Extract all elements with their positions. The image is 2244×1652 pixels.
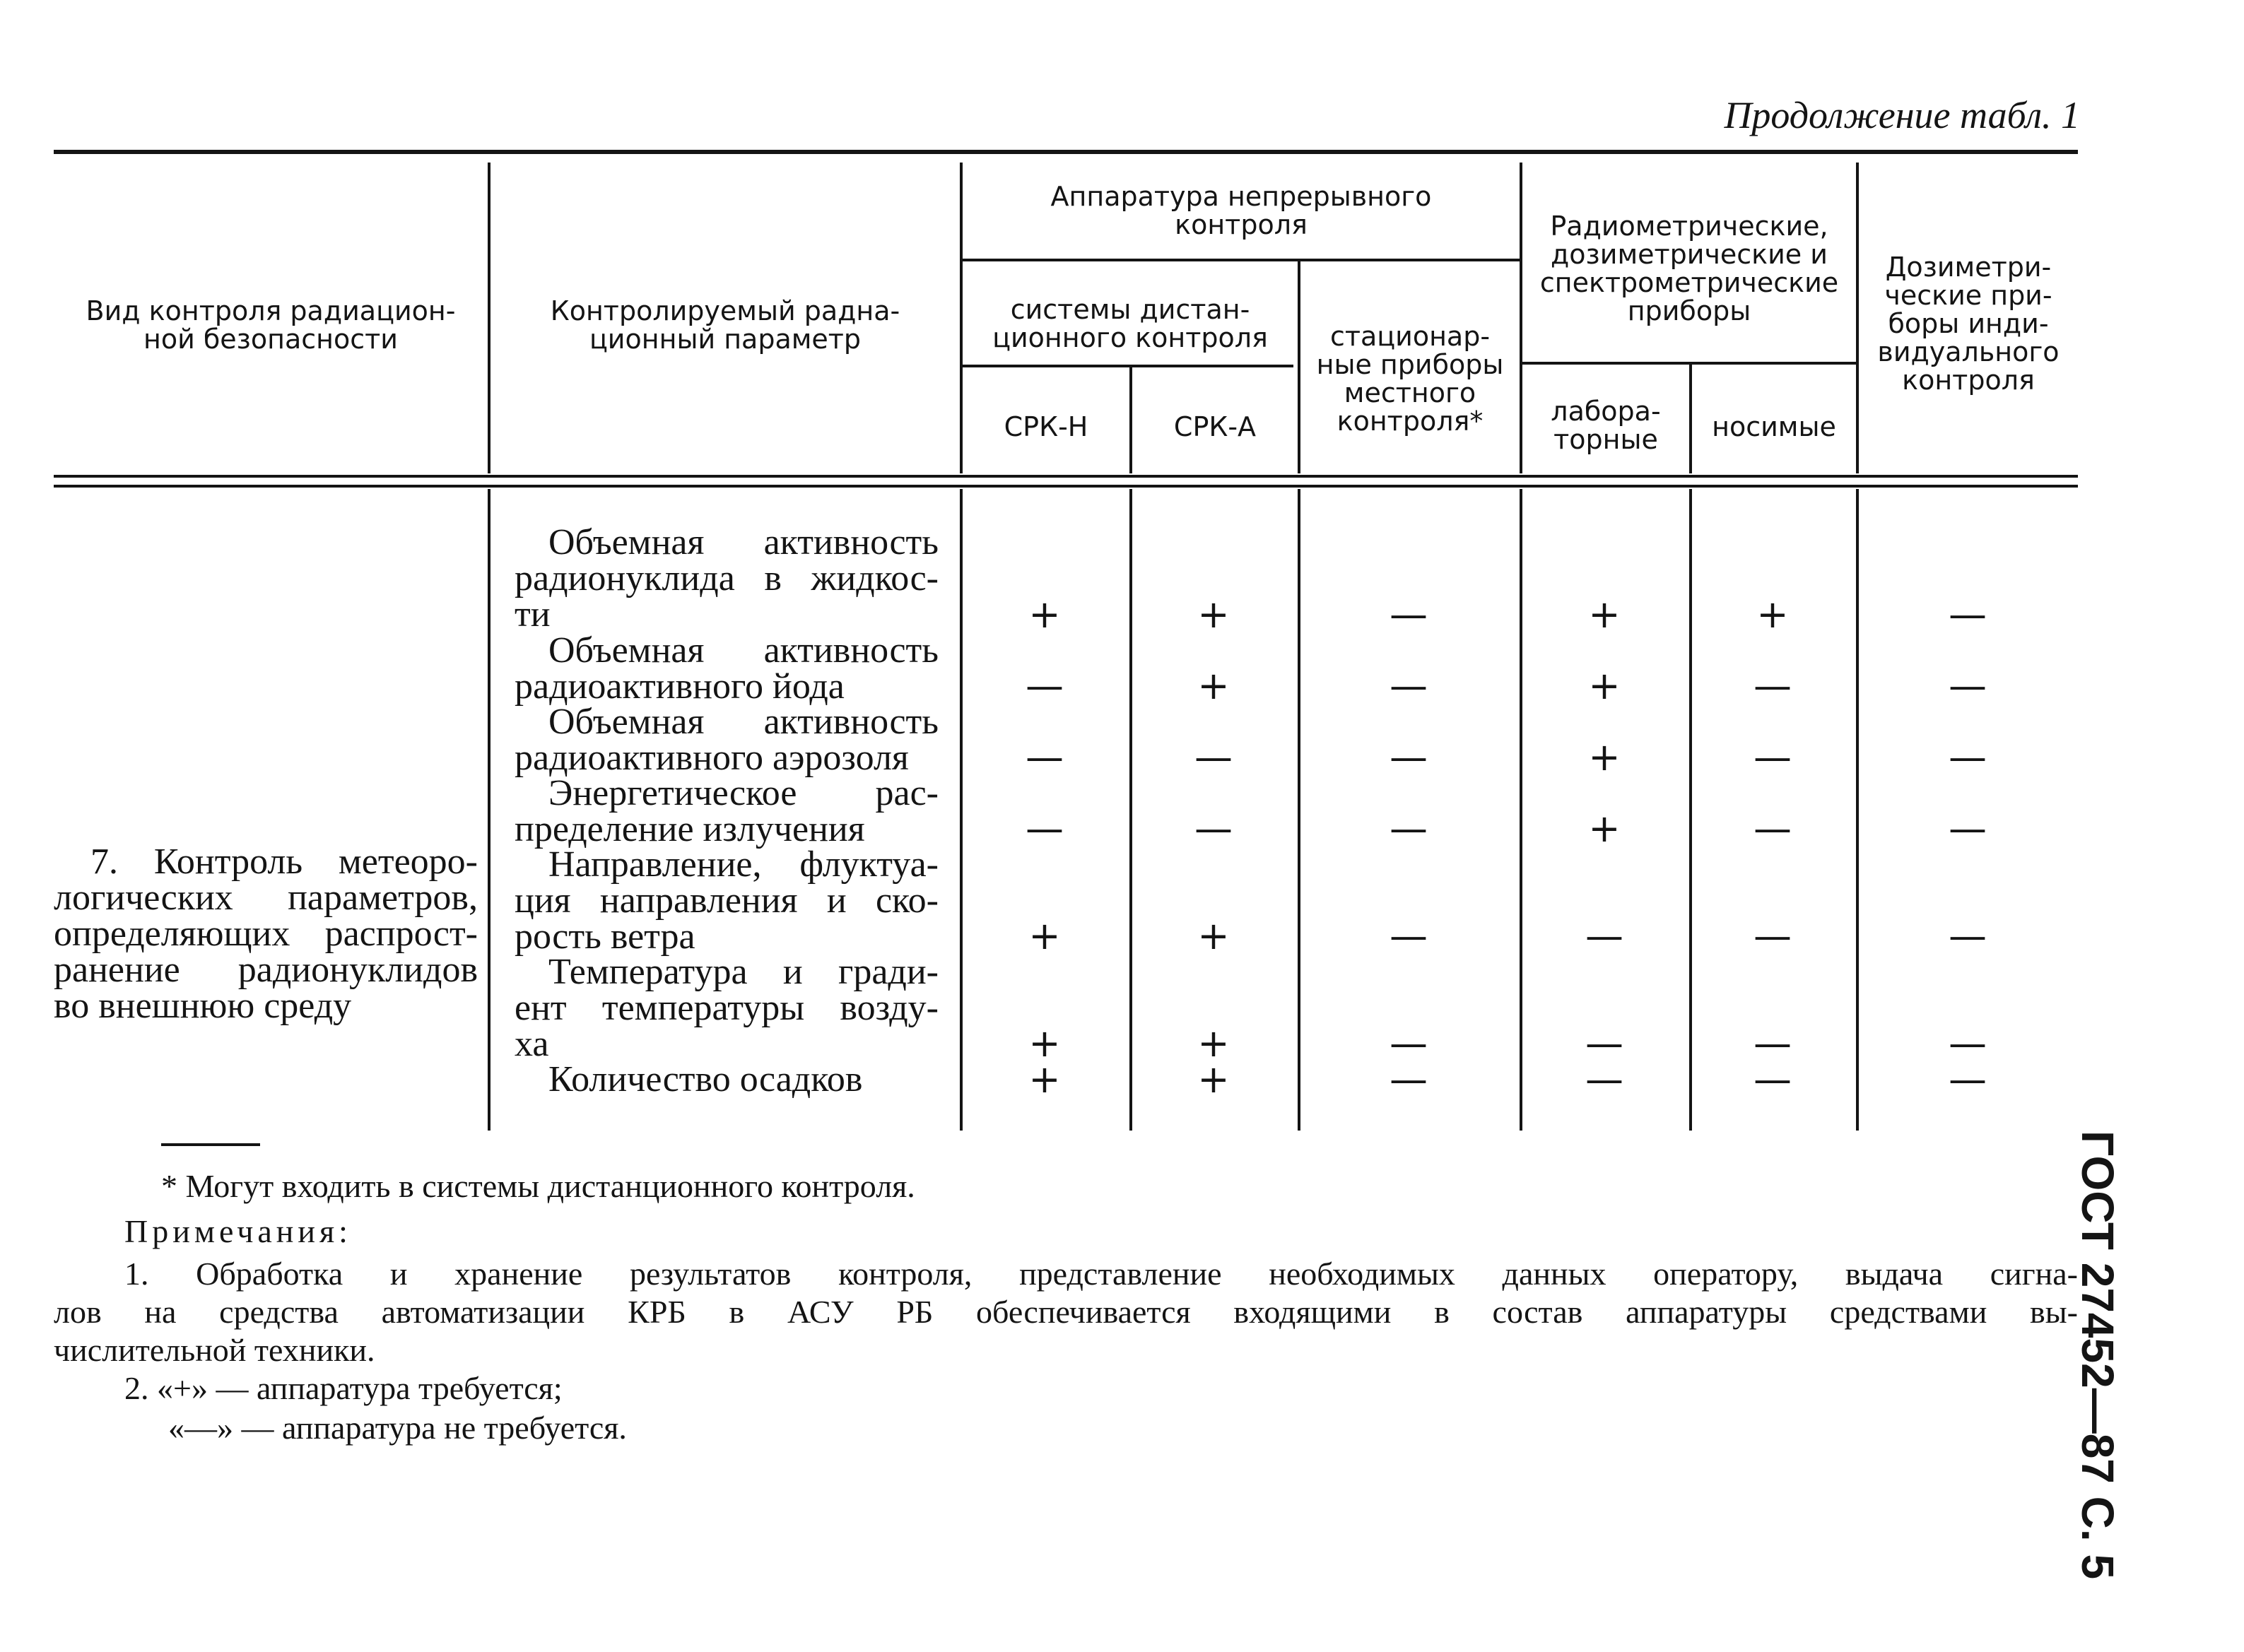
mark-cell: + [1588, 663, 1621, 708]
mark-cell: — [1194, 806, 1233, 851]
row-label-line: определяющих распрост- [54, 914, 478, 954]
header-srk-n: СРК-Н [1004, 411, 1088, 442]
row-label-line: 7. Контроль метеоро- [90, 842, 478, 882]
row-label-line: логических параметров, [54, 878, 478, 918]
column-divider [1520, 489, 1522, 1131]
column-divider [1298, 489, 1300, 1131]
mark-cell: + [1588, 806, 1621, 851]
param-line: Направление, флуктуа- [548, 844, 939, 885]
param-energy-distribution [515, 775, 939, 847]
mark-cell: — [1390, 592, 1428, 637]
header-remote-systems: системы дистан- ционного контроля [992, 294, 1268, 353]
header-stationary-instruments: стационар- ные приборы местного контроля* [1316, 321, 1504, 437]
param-line: Объемная активность [548, 630, 939, 671]
param-volumetric-activity-iodine [515, 630, 939, 707]
note-line: лов на средства автоматизации КРБ в АСУ РБ обеспечивается входящими в состав аппаратуры средствами вы- [54, 1294, 2078, 1330]
mark-cell: — [1949, 1021, 1987, 1066]
note-3: «—» — аппаратура не требуется. [168, 1410, 627, 1446]
header-radiometric-instruments: Радиометрические, дозиметрические и спектрометрические приборы [1539, 211, 1839, 326]
column-divider [960, 489, 963, 1131]
continuous-group-rule [961, 259, 1521, 261]
mark-cell: — [1585, 1021, 1623, 1066]
param-line: ент температуры возду- [515, 988, 939, 1028]
header-control-type: Вид контроля радиацион- ной безопасности [86, 295, 456, 355]
header-dosimetric-instruments: Дозиметри- ческие при- боры инди- видуального контроля [1877, 252, 2060, 396]
param-line: рость ветра [515, 916, 695, 957]
param-line: радиоактивного аэрозоля [515, 738, 909, 778]
param-line: пределение излучения [515, 809, 865, 849]
mark-cell: + [1028, 1057, 1061, 1102]
mark-cell: — [1585, 914, 1623, 958]
mark-cell: — [1390, 663, 1428, 708]
mark-cell: — [1949, 735, 1987, 779]
header-continuous-equipment: Аппаратура непрерывного контроля [1050, 181, 1432, 240]
mark-cell: + [1197, 1057, 1230, 1102]
notes-title: Примечания: [124, 1213, 352, 1249]
param-line: Объемная активность [548, 522, 939, 562]
param-line: радиоактивного йода [515, 666, 845, 707]
mark-cell: — [1949, 663, 1987, 708]
mark-cell: + [1588, 735, 1621, 779]
row-label-line: ранение радионуклидов [54, 950, 478, 990]
column-divider [488, 489, 490, 1131]
param-line: Температура и гради- [548, 952, 939, 992]
mark-cell: — [1754, 1057, 1792, 1102]
header-separator-rule [54, 475, 2078, 478]
mark-cell: — [1949, 592, 1987, 637]
mark-cell: + [1197, 592, 1230, 637]
mark-cell: — [1949, 1057, 1987, 1102]
note-1 [54, 1255, 2078, 1369]
mark-cell: + [1028, 1021, 1061, 1066]
mark-cell: — [1754, 806, 1792, 851]
mark-cell: + [1197, 663, 1230, 708]
mark-cell: + [1028, 914, 1061, 958]
mark-cell: — [1390, 914, 1428, 958]
column-divider [1129, 489, 1132, 1131]
radiometric-group-rule [1521, 362, 1856, 365]
footnote: * Могут входить в системы дистанционного контроля. [161, 1168, 915, 1204]
column-divider [1856, 489, 1859, 1131]
param-wind-direction [515, 846, 939, 955]
param-precipitation [515, 1061, 939, 1097]
footnote-rule [161, 1143, 260, 1146]
mark-cell: + [1756, 592, 1789, 637]
page-header-standard-number: ГОСТ 27452—87 С. 5 [2072, 1131, 2123, 1580]
mark-cell: — [1390, 806, 1428, 851]
param-line: радионуклида в жидкос- [515, 558, 939, 598]
note-line: 1. Обработка и хранение результатов контроля, представление необходимых данных оператору, выдача сигна- [124, 1256, 2078, 1292]
param-line: ха [515, 1024, 549, 1064]
row-control-type [54, 844, 478, 1024]
mark-cell: — [1390, 1057, 1428, 1102]
table-continuation-caption: Продолжение табл. 1 [1724, 94, 2080, 136]
mark-cell: — [1026, 806, 1064, 851]
table-top-rule [54, 150, 2078, 154]
param-line: ция направления и ско- [515, 880, 939, 921]
mark-cell: — [1194, 735, 1233, 779]
mark-cell: — [1026, 663, 1064, 708]
param-volumetric-activity-aerosol [515, 704, 939, 776]
mark-cell: + [1197, 914, 1230, 958]
mark-cell: + [1197, 1021, 1230, 1066]
header-srk-a: СРК-А [1173, 411, 1257, 442]
remote-subgroup-rule [961, 365, 1293, 367]
mark-cell: — [1754, 663, 1792, 708]
param-line: Количество осадков [548, 1059, 863, 1099]
mark-cell: — [1585, 1057, 1623, 1102]
mark-cell: — [1754, 914, 1792, 958]
note-2: 2. «+» — аппаратура требуется; [124, 1370, 563, 1406]
header-laboratory: лабора- торные [1551, 396, 1661, 455]
mark-cell: — [1949, 806, 1987, 851]
column-divider [1689, 489, 1692, 1131]
mark-cell: — [1390, 1021, 1428, 1066]
mark-cell: — [1390, 735, 1428, 779]
mark-cell: — [1754, 1021, 1792, 1066]
mark-cell: — [1026, 735, 1064, 779]
note-line: числительной техники. [54, 1332, 375, 1368]
header-controlled-parameter: Контролируемый радна- ционный параметр [550, 295, 900, 355]
mark-cell: — [1754, 735, 1792, 779]
mark-cell: + [1588, 592, 1621, 637]
param-air-temperature [515, 954, 939, 1062]
param-volumetric-activity-liquid [515, 522, 939, 635]
param-line: Энергетическое рас- [548, 773, 939, 813]
row-label-line: во внешнюю среду [54, 986, 352, 1026]
param-line: Объемная активность [548, 702, 939, 742]
mark-cell: — [1949, 914, 1987, 958]
param-line: ти [515, 594, 551, 635]
header-portable: носимые [1712, 411, 1836, 442]
mark-cell: + [1028, 592, 1061, 637]
header-separator-rule [54, 485, 2078, 488]
